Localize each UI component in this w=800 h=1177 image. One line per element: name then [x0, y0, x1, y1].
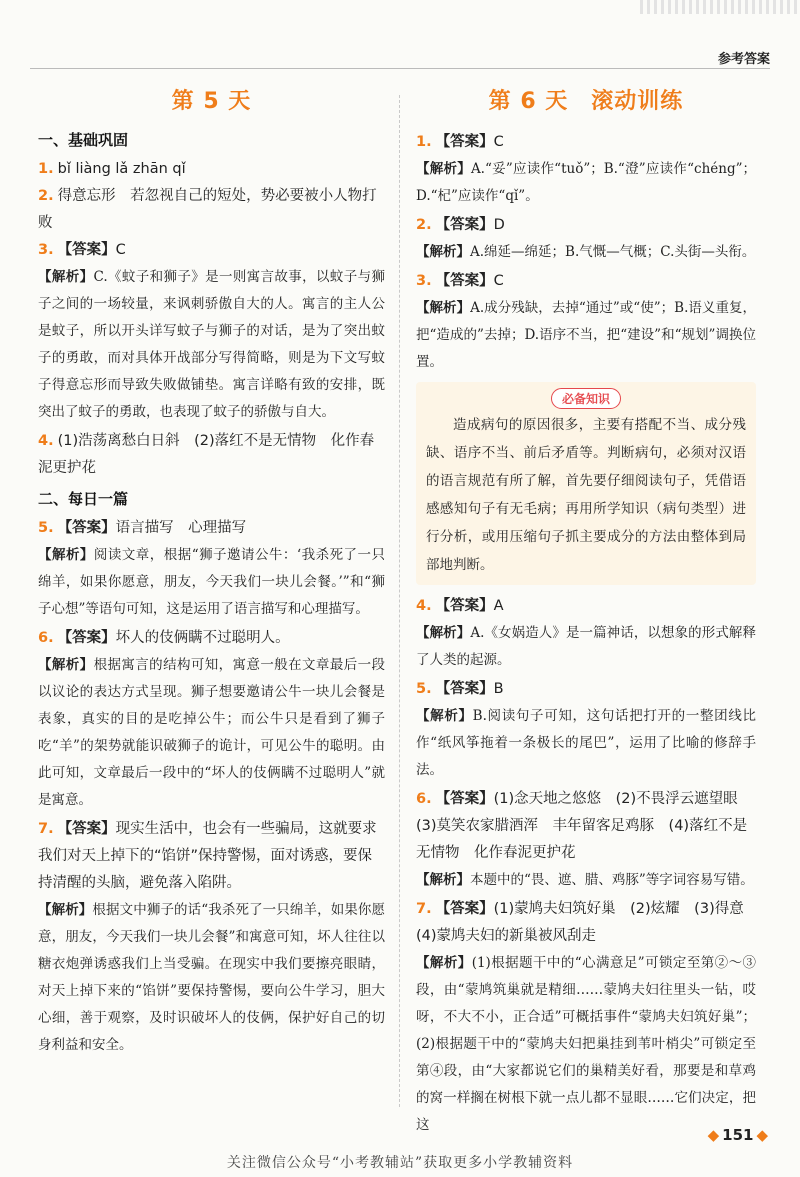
r-q5-answer [416, 676, 756, 703]
analysis-tag: 【解析】 [38, 902, 93, 918]
answer-tag: 【答案】 [435, 598, 494, 614]
analysis-text: 根据寓言的结构可知，寓意一般在文章最后一段以议论的表达方式呈现。狮子想要邀请公牛一块儿会餐是表象，真实的目的是吃掉公牛；而公牛只是看到了狮子吃“羊”的架势就能识破狮子的诡计，可见公牛的聪明。由此可知，文章最后一段中的“坏人的伎俩瞒不过聪明人”就是寓意。 [38, 657, 386, 808]
q-number: 7. [416, 901, 432, 917]
q2-answer [38, 183, 385, 237]
right-column [416, 84, 759, 1141]
analysis-tag: 【解析】 [38, 269, 94, 285]
q4-answer [38, 428, 385, 482]
q3-answer [38, 237, 385, 264]
q-number: 1. [38, 161, 54, 177]
answer-tag: 【答案】 [435, 901, 494, 917]
answer-tag: 【答案】 [435, 134, 494, 150]
q-number: 6. [38, 630, 54, 646]
answer-tag: 【答案】 [435, 791, 494, 807]
q-number: 7. [38, 821, 54, 837]
section-basics-title: 一、基础巩固 [38, 131, 129, 149]
answer-tag: 【答案】 [57, 242, 116, 258]
q6-analysis [38, 652, 385, 814]
analysis-tag: 【解析】 [416, 872, 470, 888]
answer-text: (1)蒙鸠夫妇筑好巢 (2)炫耀 (3)得意 (4)蒙鸠夫妇的新巢被风刮走 [416, 901, 759, 944]
knowledge-box-title: 必备知识 [551, 388, 621, 409]
answer-text: 得意忘形 若忽视自己的短处，势必要被小人物打败 [38, 188, 377, 231]
r-q6-answer [416, 786, 756, 867]
q-number: 4. [416, 598, 432, 614]
answer-text: bǐ liàng lǎ zhān qǐ [57, 161, 186, 177]
r-q1-answer [416, 129, 756, 156]
answer-text: (1)念天地之悠悠 (2)不畏浮云遮望眼 (3)莫笑农家腊酒浑 丰年留客足鸡豚 (4)落红不是无情物 化作春泥更护花 [416, 791, 753, 861]
footer-note: 关注微信公众号“小考教辅站”获取更多小学教辅资料 [226, 1155, 574, 1171]
answer-tag: 【答案】 [57, 821, 116, 837]
answer-text: B [493, 681, 504, 697]
analysis-text: 根据文中狮子的话“我杀死了一只绵羊，如果你愿意，朋友，今天我们一块儿会餐”和寓意可知，坏人往往以糖衣炮弹诱惑我们上当受骗。在现实中我们要擦亮眼睛，对天上掉下来的“馅饼”要保持警惕，要向公牛学习，胆大心细，善于观察，及时识破坏人的伎俩，保护好自己的切身利益和安全。 [38, 902, 386, 1053]
r-q2-analysis [416, 239, 756, 266]
answer-text: 语言描写 心理描写 [115, 520, 247, 536]
analysis-tag: 【解析】 [416, 708, 473, 724]
q7-answer [38, 816, 385, 897]
q-number: 3. [416, 273, 432, 289]
q3-analysis [38, 264, 385, 426]
r-q2-answer [416, 212, 756, 239]
q-number: 5. [38, 520, 54, 536]
r-q5-analysis [416, 703, 756, 784]
r-q3-analysis [416, 295, 756, 376]
r-q4-analysis [416, 620, 756, 674]
q-number: 6. [416, 791, 432, 807]
analysis-text: (1)根据题干中的“心满意足”可锁定至第②～③段，由“蒙鸠筑巢就是精细……蒙鸠夫妇往里头一钻，哎呀，不大不小，正合适”可概括事件“蒙鸠夫妇筑好巢”；(2)根据题干中的“蒙鸠夫妇把巢挂到苇叶梢尖”可锁定至第④段，由“大家都说它们的巢精美好看，那要是和草鸡的窝一样搁在树根下就一点儿都不显眼……它们决定，把这 [416, 955, 756, 1133]
q-number: 1. [416, 134, 432, 150]
analysis-tag: 【解析】 [38, 547, 94, 563]
analysis-text: A.“妥”应读作“tuǒ”；B.“澄”应读作“chéng”；D.“杞”应读作“qǐ”。 [416, 161, 757, 204]
analysis-text: A.绵延—绵延；B.气慨—气概；C.头街—头衔。 [470, 244, 756, 260]
q1-answer [38, 156, 385, 183]
analysis-text: 阅读文章，根据“狮子邀请公牛：‘我杀死了一只绵羊，如果你愿意，朋友，今天我们一块儿会餐。’”和“狮子心想”等语句可知，这是运用了语言描写和心理描写。 [38, 547, 385, 617]
answer-tag: 【答案】 [57, 520, 116, 536]
q-number: 2. [38, 188, 54, 204]
answer-text: 坏人的伎俩瞒不过聪明人。 [115, 630, 290, 646]
answer-text: C [115, 242, 126, 258]
answer-text: A [493, 598, 504, 614]
answer-tag: 【答案】 [435, 217, 494, 233]
answer-text: C [493, 134, 504, 150]
analysis-tag: 【解析】 [416, 625, 471, 641]
r-q4-answer [416, 593, 756, 620]
q-number: 4. [38, 433, 54, 449]
q-number: 2. [416, 217, 432, 233]
section-daily-title: 二、每日一篇 [38, 490, 129, 508]
knowledge-box-text: 造成病句的原因很多，主要有搭配不当、成分残缺、语序不当、前后矛盾等。判断病句，必须对汉语的语言规范有所了解，首先要仔细阅读句子，凭借语感感知句子有无毛病；再用所学知识（病句类型）进行分析，或用压缩句子抓主要成分的方法由整体到局部地判断。 [426, 417, 746, 573]
analysis-tag: 【解析】 [416, 161, 471, 177]
answer-tag: 【答案】 [57, 630, 116, 646]
q6-answer [38, 625, 385, 652]
analysis-text: C.《蚊子和狮子》是一则寓言故事，以蚊子与狮子之间的一场较量，来讽刺骄傲自大的人。寓言的主人公是蚊子，所以开头详写蚊子与狮子的对话，是为了突出蚊子的勇敢，而对具体开战部分写得简略，则是为下文写蚊子得意忘形而导致失败做铺垫。寓言详略有致的安排，既突出了蚊子的勇敢，也表现了蚊子的骄傲与自大。 [38, 269, 386, 420]
analysis-tag: 【解析】 [416, 300, 471, 316]
q7-analysis [38, 897, 385, 1059]
answer-text: D [493, 217, 505, 233]
page-number-text: 151 [722, 1126, 754, 1144]
answer-tag: 【答案】 [435, 681, 494, 697]
analysis-tag: 【解析】 [416, 955, 472, 971]
header-decoration [640, 0, 800, 14]
r-q7-analysis [416, 950, 756, 1139]
r-q1-analysis [416, 156, 756, 210]
knowledge-box [416, 382, 756, 585]
r-q3-answer [416, 268, 756, 295]
left-column [38, 84, 385, 1061]
answer-tag: 【答案】 [435, 273, 494, 289]
day5-title: 第 5 天 [171, 89, 252, 114]
q5-answer [38, 515, 385, 542]
r-q6-analysis [416, 867, 756, 894]
answer-text: 现实生活中，也会有一些骗局，这就要求我们对天上掉下的“馅饼”保持警惕，面对诱惑，要保持清醒的头脑，避免落入陷阱。 [38, 821, 377, 891]
answer-text: C [493, 273, 504, 289]
answer-text: (1)浩荡离愁白日斜 (2)落红不是无情物 化作春泥更护花 [38, 433, 375, 476]
analysis-text: 本题中的“畏、遮、腊、鸡豚”等字词容易写错。 [470, 872, 754, 888]
analysis-text: A.《女娲造人》是一篇神话，以想象的形式解释了人类的起源。 [416, 625, 756, 668]
analysis-text: A.成分残缺，去掉“通过”或“使”；B.语义重复，把“造成的”去掉；D.语序不当，把“建设”和“规划”调换位置。 [416, 300, 757, 370]
r-q7-answer [416, 896, 759, 950]
analysis-tag: 【解析】 [416, 244, 470, 260]
section-label: 参考答案 [717, 52, 770, 67]
analysis-text: B.阅读句子可知，这句话把打开的一整团线比作“纸风筝拖着一条极长的尾巴”，运用了比喻的修辞手法。 [416, 708, 757, 778]
q-number: 5. [416, 681, 432, 697]
header-rule [30, 68, 770, 69]
column-divider [399, 95, 400, 1107]
page-number: ◆ 151 ◆ [707, 1126, 768, 1144]
q5-analysis [38, 542, 385, 623]
day6-title: 第 6 天 滚动训练 [488, 89, 684, 114]
analysis-tag: 【解析】 [38, 657, 94, 673]
q-number: 3. [38, 242, 54, 258]
